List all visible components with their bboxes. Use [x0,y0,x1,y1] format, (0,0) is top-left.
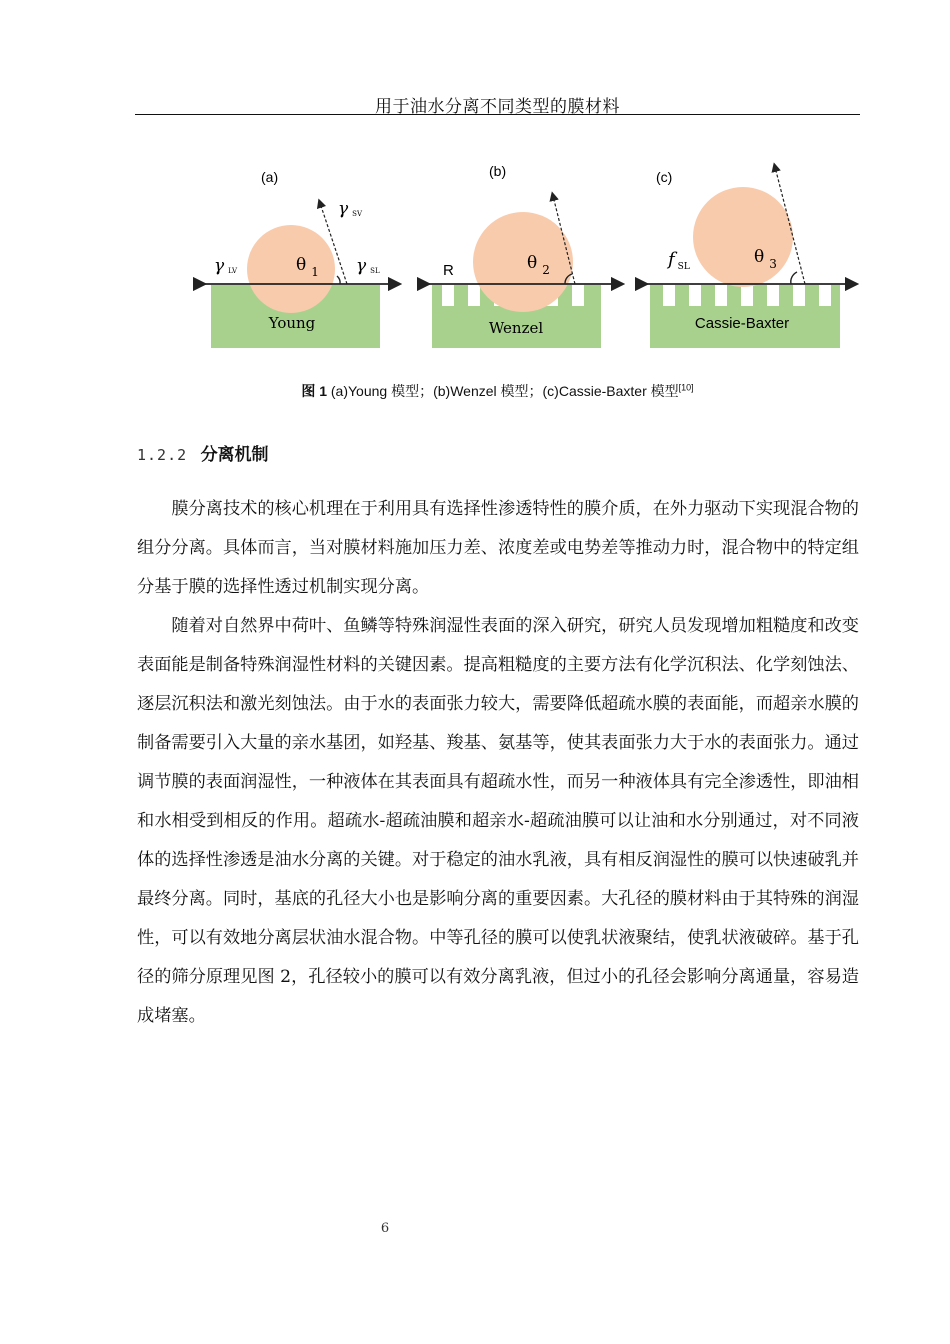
cassie-pillar [675,285,689,307]
cassie-pillar [650,285,663,307]
young-gamma-sl: γSL [356,256,380,276]
figure-1 [190,155,860,360]
cassie-pillar [779,285,793,307]
cassie-angle-arc [791,272,797,284]
wenzel-pillar [584,285,601,307]
caption-text: (a)Young 模型；(b)Wenzel 模型；(c)Cassie-Baxter 模型 [330,383,679,399]
section-title: 分离机制 [200,445,269,464]
young-gamma-lv: γLV [214,256,238,276]
panel-c-cassie-baxter [642,167,852,348]
panel-a-label: (a) [261,169,279,185]
cassie-pillar [753,285,767,307]
cassie-pillar [727,285,741,307]
cassie-pillar [701,285,715,307]
page-number: 6 [380,1221,390,1236]
young-gamma-sv: γSV [338,199,363,219]
section-number: 1.2.2 [137,446,188,464]
young-droplet [247,225,335,313]
panel-b-label: (b) [489,163,507,179]
cassie-droplet [693,187,793,287]
panel-a-young [200,169,395,348]
cassie-pillar [831,285,840,307]
young-model-label: Young [268,314,316,332]
panel-b-wenzel [424,163,618,348]
figure-1-svg [190,155,860,360]
running-header: 用于油水分离不同类型的膜材料 [375,97,620,117]
cassie-theta: θ $_3$ [754,247,777,271]
body-text [137,490,859,1036]
caption-reference: [10] [678,382,694,393]
panel-c-label: (c) [656,169,673,185]
wenzel-model-label: Wenzel [488,319,544,337]
wenzel-droplet [473,212,573,312]
wenzel-theta: θ $_2$ [527,253,550,277]
caption-label: 图 1 [301,383,327,399]
wenzel-pillar [454,285,468,307]
paragraph: 膜分离技术的核心机理在于利用具有选择性渗透特性的膜介质，在外力驱动下实现混合物的组分分离。具体而言，当对膜材料施加压力差、浓度差或电势差等推动力时，混合物中的特定组分基于膜的选择性透过机制实现分离。 [137,499,859,597]
cassie-model-label: Cassie-Baxter [694,315,790,332]
young-theta: θ $_1$ [296,255,319,279]
cassie-fraction-label: f $_{SL}$ [668,249,690,272]
young-angle-arc [337,276,340,284]
wenzel-pillar [432,285,442,307]
header-rule [135,114,860,115]
section-heading [137,440,269,465]
wenzel-roughness-label: R [443,262,454,279]
paragraph: 随着对自然界中荷叶、鱼鳞等特殊润湿性表面的深入研究，研究人员发现增加粗糙度和改变表面能是制备特殊润湿性材料的关键因素。提高粗糙度的主要方法有化学沉积法、化学刻蚀法、逐层沉积法和激光刻蚀法。由于水的表面张力较大，需要降低超疏水膜的表面能，而超亲水膜的制备需要引入大量的亲水基团，如羟基、羧基、氨基等，使其表面张力大于水的表面张力。通过调节膜的表面润湿性，一种液体在其表面具有超疏水性，而另一种液体具有完全渗透性，即油相和水相受到相反的作用。超疏水-超疏油膜和超亲水-超疏油膜可以让油和水分别通过，对不同液体的选择性渗透是油水分离的关键。对于稳定的油水乳液，具有相反润湿性的膜可以快速破乳并最终分离。同时，基底的孔径大小也是影响分离的重要因素。大孔径的膜材料由于其特殊的润湿性，可以有效地分离层状油水混合物。中等孔径的膜可以使乳状液聚结，使乳状液破碎。基于孔径的筛分原理见图 2，孔径较小的膜可以有效分离乳液，但过小的孔径会影响分离通量，容易造成堵塞。 [137,616,859,1026]
figure-caption [135,381,860,401]
cassie-pillar [805,285,819,307]
